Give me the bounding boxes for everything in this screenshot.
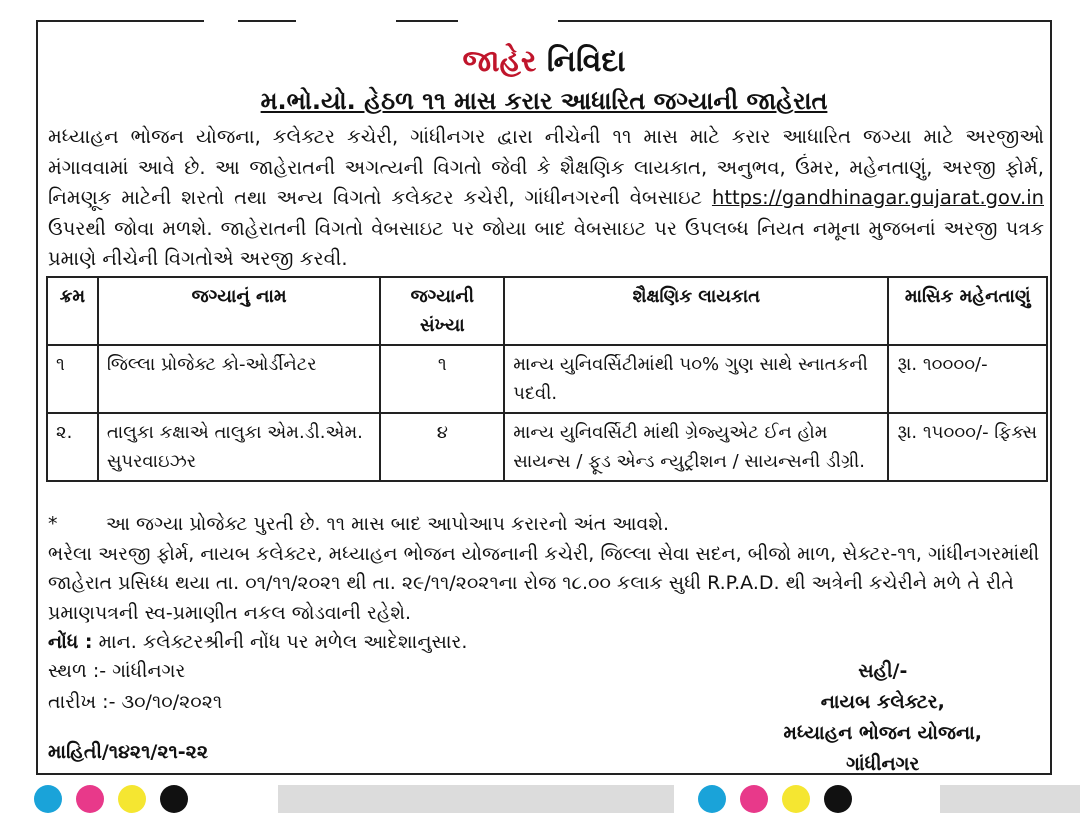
row-qualification: માન્ય યુનિવર્સિટીમાંથી ૫૦% ગુણ સાથે સ્નાતકની પદવી. (504, 345, 888, 413)
magenta-dot (76, 785, 104, 813)
magenta-dot (740, 785, 768, 813)
notice-title (38, 44, 1050, 79)
intro-paragraph (48, 122, 1044, 275)
public-notice (36, 20, 1052, 775)
gray-bar (278, 785, 674, 813)
row-salary: રૂા. ૧૫૦૦૦/- ફિક્સ (888, 413, 1047, 481)
intro-text-2: ઉપરથી જોવા મળશે. જાહેરાતની વિગતો વેબસાઇટ પર જોયા બાદ વેબસાઇટ પર ઉપલબ્ધ નિયત નમૂના મુજબનાં અરજી પત્રક પ્રમાણે નીચેની વિગતોએ અરજી કરવી. (48, 216, 1044, 270)
date-text: તારીખ :- ૩૦/૧૦/૨૦૨૧ (48, 691, 223, 713)
notice-subtitle: મ.ભો.યો. હેઠળ ૧૧ માસ કરાર આધારિત જગ્યાની જાહેરાત (260, 87, 828, 115)
order-note (48, 628, 1044, 658)
notice-title-logo: જાહેર (462, 44, 537, 79)
notice-title-text: નિવિદા (536, 44, 626, 79)
signature-block (48, 656, 1044, 775)
yellow-dot (782, 785, 810, 813)
header-salary: માસિક મહેનતાણું (888, 277, 1047, 345)
footer-notes (48, 510, 1044, 658)
black-dot (824, 785, 852, 813)
cyan-dot (34, 785, 62, 813)
posts-table (46, 276, 1048, 482)
row-salary: રૂા. ૧૦૦૦૦/- (888, 345, 1047, 413)
signatory-place: ગાંધીનગર (846, 753, 920, 775)
cyan-dot (698, 785, 726, 813)
header-post-count: જગ્યાની સંખ્યા (380, 277, 504, 345)
top-border-gap (296, 18, 396, 26)
signature-line: સહી/- (858, 660, 908, 682)
header-post-name: જગ્યાનું નામ (98, 277, 381, 345)
row-serial: ૧ (47, 345, 98, 413)
note-text: માન. કલેક્ટરશ્રીની નોંધ પર મળેલ આદેશાનુસાર. (92, 631, 468, 653)
intro-text-1: મધ્યાહન ભોજન યોજના, કલેક્ટર કચેરી, ગાંધીનગર દ્વારા નીચેની ૧૧ માસ માટે કરાર આધારિત જગ્યા માટે અરજીઓ મંગાવવામાં આવે છે. આ જાહેરાતની અગત્યની વિગતો જેવી કે શૈક્ષણિક લાયકાત, અનુભવ, ઉંમર, મહેનતાણું, અરજી ફોર્મ, નિમણૂક માટેની શરતો તથા અન્ય વિગતો કલેક્ટર કચેરી, ગાંધીનગરની વેબસાઇટ (48, 125, 1044, 209)
website-link[interactable]: https://gandhinagar.gujarat.gov.in (711, 186, 1044, 209)
row-post-name: તાલુકા કક્ષાએ તાલુકા એમ.ડી.એમ. સુપરવાઇઝર (98, 413, 381, 481)
row-serial: ૨. (47, 413, 98, 481)
place-text: સ્થળ :- ગાંધીનગર (48, 660, 186, 682)
header-qualification: શૈક્ષણિક લાયકાત (504, 277, 888, 345)
header-serial: ક્રમ (47, 277, 98, 345)
row-qualification: માન્ય યુનિવર્સિટી માંથી ગ્રેજ્યુએટ ઈન હોમ સાયન્સ / ફૂડ એન્ડ ન્યુટ્રીશન / સાયન્સની ડીગ્રી. (504, 413, 888, 481)
signatory-title: નાયબ કલેક્ટર, (820, 691, 945, 713)
table-row (47, 345, 1047, 413)
signatory (784, 656, 982, 780)
top-border-gap (204, 18, 238, 26)
yellow-dot (118, 785, 146, 813)
signatory-office: મધ્યાહન ભોજન યોજના, (783, 722, 982, 744)
note-label: નોંધ : (48, 631, 93, 653)
print-registration-marks (0, 785, 1080, 815)
reference-number: માહિતી/૧૪૨૧/૨૧-૨૨ (48, 741, 208, 763)
row-post-count: ૪ (380, 413, 504, 481)
row-post-count: ૧ (380, 345, 504, 413)
table-header-row (47, 277, 1047, 345)
row-post-name: જિલ્લા પ્રોજેક્ટ કો-ઓર્ડીનેટર (98, 345, 381, 413)
table-row (47, 413, 1047, 481)
gray-bar (940, 785, 1080, 813)
place-date (48, 656, 222, 718)
asterisk-note: * આ જગ્યા પ્રોજેક્ટ પુરતી છે. ૧૧ માસ બાદ આપોઆપ કરારનો અંત આવશે. (48, 513, 670, 535)
black-dot (160, 785, 188, 813)
top-border-gap (458, 18, 558, 26)
submission-instructions: ભરેલા અરજી ફોર્મ, નાયબ કલેક્ટર, મધ્યાહન ભોજન યોજનાની કચેરી, જિલ્લા સેવા સદન, બીજો માળ, સેક્ટર-૧૧, ગાંધીનગરમાંથી જાહેરાત પ્રસિધ્ધ થયા તા. ૦૧/૧૧/૨૦૨૧ થી તા. ૨૯/૧૧/૨૦૨૧ના રોજ ૧૮.૦૦ કલાક સુધી R.P.A.D. થી અત્રેની કચેરીને મળે તે રીતે પ્રમાણપત્રની સ્વ-પ્રમાણીત નકલ જોડવાની રહેશે. (48, 542, 1040, 624)
